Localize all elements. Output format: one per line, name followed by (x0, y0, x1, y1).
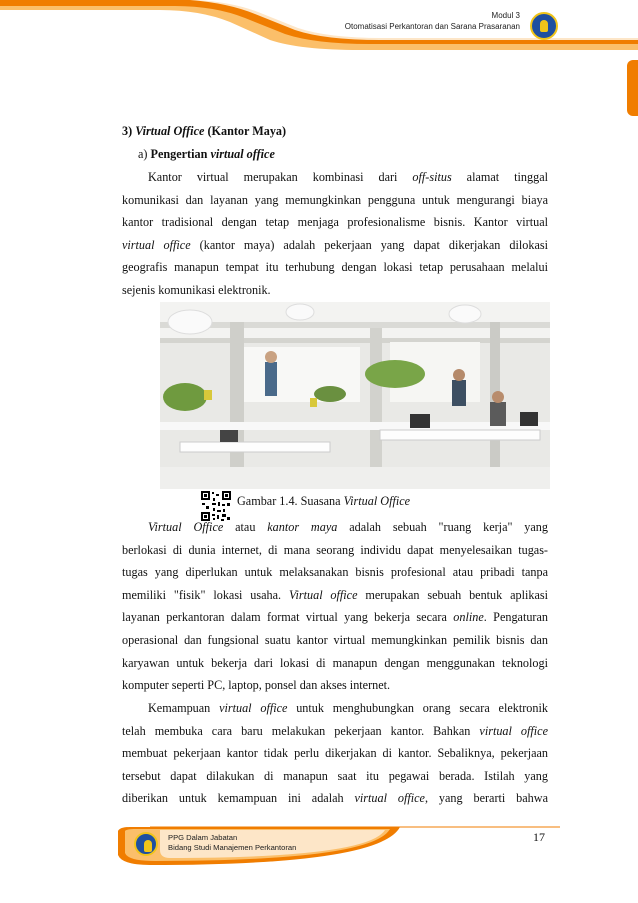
paragraph-2 (122, 516, 548, 697)
module-subtitle: Otomatisasi Perkantoran dan Sarana Prasaranan (344, 22, 520, 31)
section-title-rest: (Kantor Maya) (204, 124, 287, 138)
footer-text (168, 833, 296, 853)
footer-logo-icon (134, 832, 158, 856)
p3-line: Kemampuan virtual office untuk menghubungkan orang secara elektronik (148, 701, 548, 715)
subsection-heading (138, 143, 548, 166)
footer-program: PPG Dalam Jabatan (168, 833, 238, 842)
header-text (345, 10, 520, 32)
p1-line: komunikasi dan layanan yang memungkinkan pengguna untuk mengurangi biaya (122, 192, 548, 207)
p2-line: operasional dan fungsional suatu kantor virtual memungkinkan pemilik bisnis dan (122, 632, 548, 647)
subsection-label: a) (138, 147, 148, 161)
p1-line: virtual office (kantor maya) adalah pekerjaan yang dapat dikerjakan dilokasi (122, 237, 548, 252)
paragraph-3 (122, 697, 548, 810)
figure-caption: Gambar 1.4. Suasana Virtual Office (237, 494, 411, 508)
section-heading (122, 120, 548, 143)
page-header (0, 0, 638, 58)
p3-line: tersebut dapat dilakukan di manapun saat itu pegawai berada. Istilah yang (122, 768, 548, 783)
office-photo (160, 302, 550, 489)
section-title-italic: Virtual Office (135, 124, 205, 138)
p3-line: diberikan untuk kemampuan ini adalah virtual office, yang berarti bahwa (122, 791, 548, 806)
subsection-title-italic: virtual office (210, 147, 275, 161)
p2-line: layanan perkantoran dalam format virtual yang bekerja secara online. Pengaturan (122, 610, 548, 625)
p3-line: telah membuka cara baru melakukan pekerjaan kantor. Bahkan virtual office (122, 723, 548, 738)
footer-field: Bidang Studi Manajemen Perkantoran (168, 843, 297, 852)
paragraph-1 (122, 166, 548, 302)
p1-line: Kantor virtual merupakan kombinasi dari off-situs alamat tinggal (148, 170, 548, 184)
p2-line: tugas yang diperlukan untuk melaksanakan bisnis profesional atau pribadi tanpa (122, 565, 548, 580)
page-number: 17 (533, 830, 545, 844)
p1-line: kantor tradisional dengan tetap menjaga profesionalisme bisnis. Kantor virtual (122, 215, 548, 230)
tut-wuri-logo-icon (530, 12, 558, 40)
p2-line: komputer seperti PC, laptop, ponsel dan akses internet. (122, 678, 391, 693)
side-tab-decoration (627, 60, 638, 116)
p3-line: membuat pekerjaan kantor tidak perlu dikerjakan di kantor. Sebaliknya, pekerjaan (122, 746, 548, 761)
p1-line: geografis manapun tempat itu terhubung dengan lokasi tetap perusahaan melalui (122, 260, 548, 275)
p2-line: memiliki "fisik" lokasi usaha. Virtual office merupakan sebuah bentuk aplikasi (122, 587, 548, 602)
p2-line: Virtual Office atau kantor maya adalah sebuah "ruang kerja" yang (148, 520, 548, 534)
p1-line: sejenis komunikasi elektronik. (122, 282, 271, 297)
p2-line: berlokasi di dunia internet, di mana seorang individu dapat menyelesaikan tugas- (122, 542, 548, 557)
module-label: Modul 3 (491, 11, 520, 20)
subsection-title: Pengertian (150, 147, 211, 161)
section-number: 3) (122, 124, 133, 138)
p2-line: karyawan untuk bekerja dari lokasi di manapun dengan menggunakan teknologi (122, 655, 548, 670)
